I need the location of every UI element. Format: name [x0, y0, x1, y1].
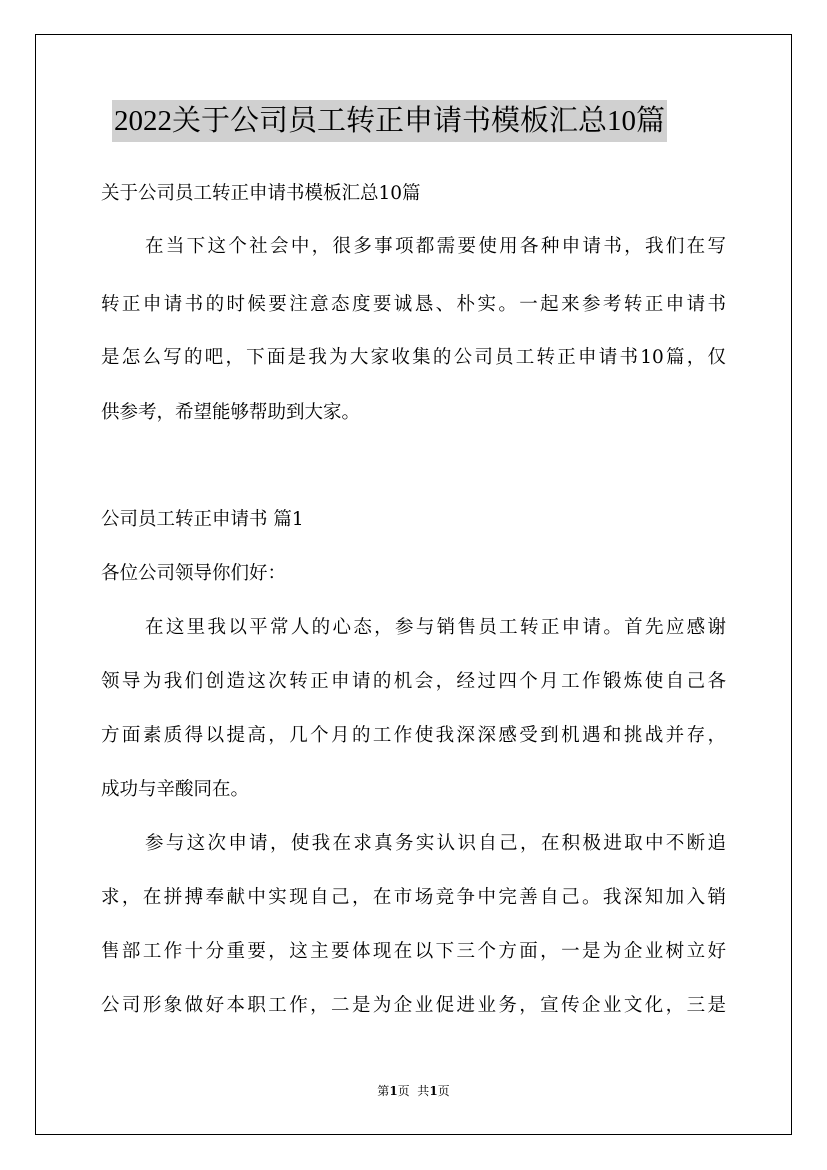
footer-page-prefix: 第: [377, 1084, 390, 1098]
footer-total-suffix: 页: [437, 1084, 450, 1098]
paragraph1-line-1: 在这里我以平常人的心态，参与销售员工转正申请。首先应感谢: [145, 617, 726, 638]
paragraph1-line-3: 方面素质得以提高，几个月的工作使我深深感受到机遇和挑战并存，: [101, 725, 726, 746]
footer-page-number: 1: [389, 1084, 398, 1098]
footer-page-suffix: 页 共: [397, 1084, 430, 1098]
paragraph2-line-1: 参与这次申请，使我在求真务实认识自己，在积极进取中不断追: [145, 833, 726, 854]
intro-line-3: 是怎么写的吧，下面是我为大家收集的公司员工转正申请书10篇，仅: [101, 347, 726, 368]
paragraph2-line-2: 求，在拼搏奉献中实现自己，在市场竞争中完善自己。我深知加入销: [101, 887, 726, 908]
paragraph1-line-4: 成功与辛酸同在。: [101, 779, 250, 800]
intro-line-4: 供参考，希望能够帮助到大家。: [101, 402, 361, 423]
section-heading: 公司员工转正申请书 篇1: [101, 509, 304, 530]
greeting: 各位公司领导你们好：: [101, 563, 287, 584]
paragraph2-line-4: 公司形象做好本职工作，二是为企业促进业务，宣传企业文化，三是: [101, 995, 726, 1016]
intro-line-2: 转正申请书的时候要注意态度要诚恳、朴实。一起来参考转正申请书: [101, 294, 726, 315]
paragraph2-line-3: 售部工作十分重要，这主要体现在以下三个方面，一是为企业树立好: [101, 941, 726, 962]
page-footer: [0, 1083, 827, 1099]
document-subtitle: 关于公司员工转正申请书模板汇总10篇: [101, 183, 421, 204]
intro-line-1: 在当下这个社会中，很多事项都需要使用各种申请书，我们在写: [145, 236, 726, 257]
paragraph1-line-2: 领导为我们创造这次转正申请的机会，经过四个月工作锻炼使自己各: [101, 671, 726, 692]
document-title: 2022关于公司员工转正申请书模板汇总10篇: [112, 100, 667, 142]
footer-total-pages: 1: [429, 1084, 438, 1098]
